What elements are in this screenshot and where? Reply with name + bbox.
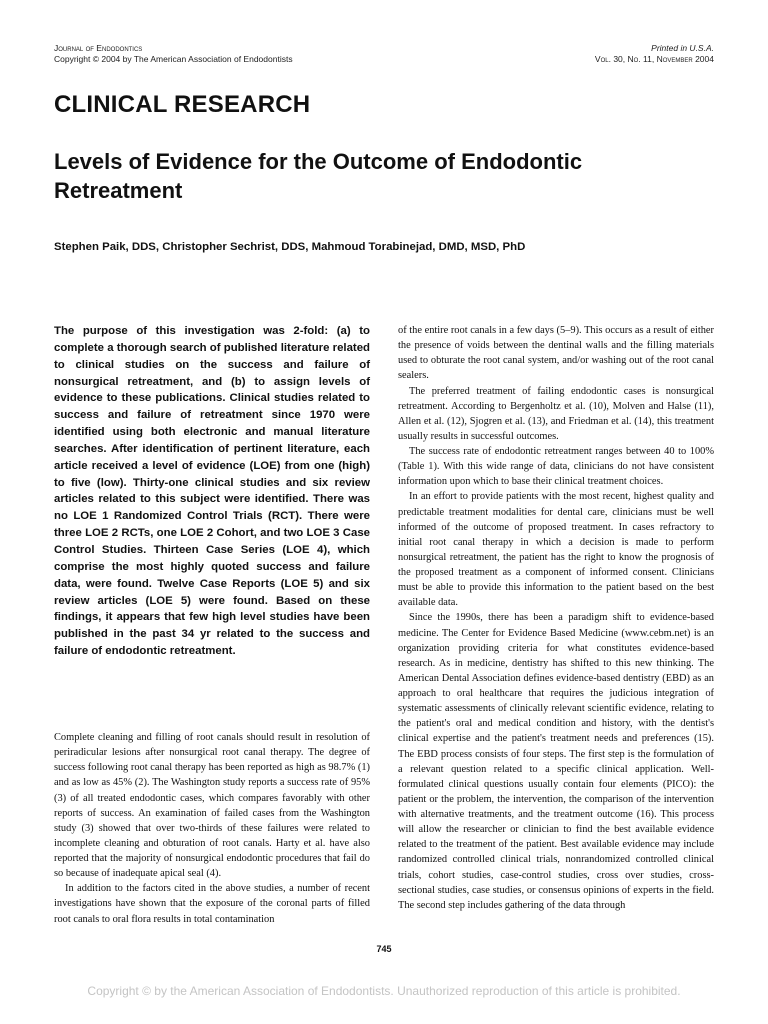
body-column-right xyxy=(398,323,714,913)
abstract: The purpose of this investigation was 2-fold: (a) to complete a thorough search of published literature related to clinical studies on the success and failure of nonsurgical retreatment, and (b) to assign levels of evidence to these publications. Clinical studies related to success and failure of retreatment since 1970 were identified using both electronic and manual literature searches. After identification of pertinent literature, each article received a level of evidence (LOE) from one (high) to five (low). Thirty-one clinical studies and six review articles related to this subject were identified. There was no LOE 1 Randomized Control Trials (RCT). There were three LOE 2 RCTs, one LOE 2 Cohort, and two LOE 3 Case Control Studies. Thirteen Case Series (LOE 4), which comprise the most highly quoted success and failure data, were found. Twelve Case Reports (LOE 5) and six review articles (LOE 5) were found. Based on these findings, it appears that few high level studies have been published in the past 34 yr related to the success and failure of endodontic retreatment. xyxy=(54,325,370,658)
copyright-line: Copyright © 2004 by The American Association of Endodontists xyxy=(54,54,293,64)
article-title: Levels of Evidence for the Outcome of Endodontic Retreatment xyxy=(54,149,583,203)
body-paragraph: Complete cleaning and filling of root canals should result in resolution of periradicular lesions after nonsurgical root canal therapy. The degree of success following root canal therapy has been reported as high as 98.7% (1) and as low as 45% (2). The Washington study reports a success rate of 95% (3) of all treated endodontic cases, which compares favorably with other reports of success. An examination of failed cases from the Washington study (3) showed that over two-thirds of these failures were related to incomplete cleaning and obturation of root canals. Harty et al. have also reported that the majority of nonsurgical endodontic procedures that fail do so because of inadequate apical seal (4). xyxy=(54,732,370,880)
body-column-left xyxy=(54,730,370,927)
running-header-right xyxy=(595,43,714,65)
body-paragraph: The preferred treatment of failing endodontic cases is nonsurgical retreatment. According to Bergenholtz et al. (10), Molven and Halse (11), Allen et al. (12), Sjogren et al. (13), and Friedman et al. (14), this treatment usually results in successful outcomes. xyxy=(398,385,714,442)
printed-location: Printed in U.S.A. xyxy=(651,43,714,53)
body-paragraph: Since the 1990s, there has been a paradigm shift to evidence-based medicine. The Center for Evidence Based Medicine (www.cebm.net) is an organization providing criteria for what constitutes evidence-based research. As in medicine, dentistry has shifted to this new thinking. The American Dental Association defines evidence-based dentistry (EBD) as an approach to oral healthcare that requires the judicious integration of systematic assessments of clinically relevant scientific evidence, relating to the patient's oral and medical condition and history, with the dentist's clinical expertise and the patient's treatment needs and preferences (15). The EBD process consists of four steps. The first step is the formulation of a relevant question related to a specific clinical application. Well-formulated clinical questions usually contain four elements (PICO): the patient or the problem, the intervention, the comparison of the intervention with alternative treatments, and the treatment outcome (16). This process will allow the researcher or clinician to find the best available evidence related to the treatment of the patient. Best available evidence may include randomized controlled clinical trials, nonrandomized controlled clinical trials, cohort studies, case-control studies, cross over studies, cross-sectional studies, case studies, or consensus opinions of experts in the field. The second step includes gathering of the data through xyxy=(398,612,714,911)
section-title: CLINICAL RESEARCH xyxy=(54,91,311,118)
volume-issue: Vol. 30, No. 11, November 2004 xyxy=(594,54,714,64)
body-paragraph: In addition to the factors cited in the above studies, a number of recent investigations have shown that the exposure of the coronal parts of filled root canals to oral flora results in total contamination xyxy=(54,883,370,925)
journal-name: Journal of Endodontics xyxy=(54,43,143,53)
body-paragraph: of the entire root canals in a few days (5–9). This occurs as a result of either the presence of voids between the dentinal walls and the filling materials used to obturate the root canal system, and/or washing out of the root canal sealers. xyxy=(398,325,714,382)
page-number: 745 xyxy=(376,944,392,954)
body-paragraph: The success rate of endodontic retreatment ranges between 40 to 100% (Table 1). With this wide range of data, clinicians do not have consistent information upon which to base their clinical treatment choices. xyxy=(398,446,714,488)
author-list: Stephen Paik, DDS, Christopher Sechrist, DDS, Mahmoud Torabinejad, DMD, MSD, PhD xyxy=(54,241,526,253)
running-header-left xyxy=(54,43,293,65)
body-paragraph: In an effort to provide patients with the most recent, highest quality and predictable treatment modalities for dental care, clinicians must be well informed of the outcome of proposed treatment. In cases refractory to initial root canal therapy in which a decision is made to perform nonsurgical retreatment, the patient has the right to know the prognosis of the proposed treatment as a component of informed consent. Clinicians must be able to provide this information to the patient based on the best available data. xyxy=(398,491,714,609)
copyright-watermark: Copyright © by the American Association of Endodontists. Unauthorized reproduction of this article is prohibited. xyxy=(87,984,681,998)
